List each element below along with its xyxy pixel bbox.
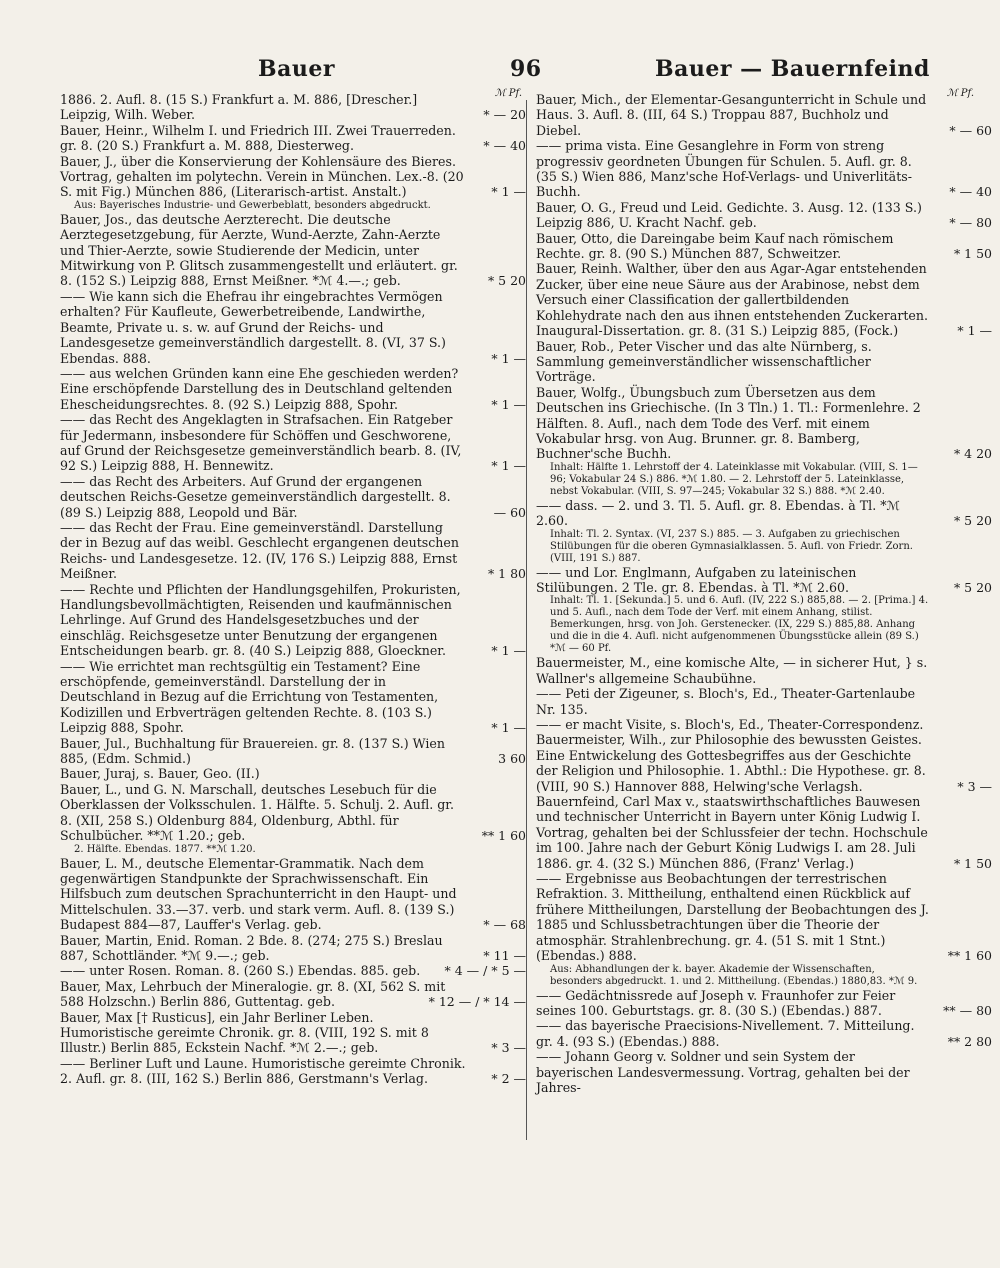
entry-note: Inhalt: Tl. 2. Syntax. (VI, 237 S.) 885. — 3. Aufgaben zu griechischen Stilübungen für die oberen Gymnasialklassen. 5. Aufl. von Friedr. Zorn. (VIII, 191 S.) 887.: [550, 528, 913, 564]
entry-price: * — 40: [483, 138, 526, 154]
entry-price: * 4 — / * 5 —: [444, 963, 526, 979]
catalog-entry: [536, 261, 992, 339]
catalog-entry: [60, 582, 526, 659]
entry-text: —— das Recht des Arbeiters. Auf Grund der ergangenen deutschen Reichs-Gesetze gemeinverständlich dargestellt. 8. (89 S.) Leipzig 888, Leopold und Bär.: [60, 473, 451, 520]
entry-text: Bauer, Martin, Enid. Roman. 2 Bde. 8. (274; 275 S.) Breslau 887, Schottländer. *ℳ 9.—.; geb.: [60, 932, 443, 963]
catalog-entry: [536, 871, 992, 964]
page-header: [0, 56, 1000, 86]
catalog-entry: [536, 339, 940, 385]
entry-price: * 1 —: [491, 643, 526, 659]
catalog-entry: [60, 412, 526, 474]
catalog-entry: [536, 564, 992, 596]
entry-price: * 1 80: [487, 566, 526, 582]
catalog-entry: [536, 497, 992, 529]
entry-text: —— aus welchen Gründen kann eine Ehe geschieden werden? Eine erschöpfende Darstellung des in Deutschland geltenden Ehescheidungsrechtes. 8. (92 S.) Leipzig 888, Spohr.: [60, 365, 459, 412]
entry-text: —— prima vista. Eine Gesanglehre in Form von streng progressiv geordneten Übungen für Schulen. 5. Aufl. gr. 8. (35 S.) Wien 886, Manz'sche Hof-Verlags- und Univerlitäts-Buchh.: [536, 138, 912, 200]
catalog-entry: [60, 933, 526, 964]
entry-price: * — 20: [483, 107, 526, 123]
catalog-entry: [60, 474, 526, 520]
entry-text: —— dass. — 2. und 3. Tl. 5. Aufl. gr. 8. Ebendas. à Tl. *ℳ 2.60.: [536, 497, 900, 529]
catalog-entry: [60, 766, 526, 781]
entry-price: * 1 —: [491, 720, 526, 736]
entry-text: —— Johann Georg v. Soldner und sein System der bayerischen Landesvermessung. Vortrag, gehalten bei der Jahres-: [536, 1049, 910, 1095]
catalog-entry: [60, 736, 526, 767]
entry-text: —— Gedächtnissrede auf Joseph v. Fraunhofer zur Feier seines 100. Geburtstags. gr. 8. (30 S.) (Ebendas.) 887.: [536, 987, 896, 1018]
entry-text: Bauer, Heinr., Wilhelm I. und Friedrich III. Zwei Trauerreden. gr. 8. (20 S.) Frankfurt a. M. 888, Diesterweg.: [60, 122, 456, 154]
entry-price: * 11 —: [483, 947, 526, 963]
catalog-entry: [60, 1056, 526, 1087]
entry-text: Bauer, Otto, die Dareingabe beim Kauf nach römischem Rechte. gr. 8. (90 S.) München 887, Schweitzer.: [536, 230, 894, 262]
catalog-entry: [60, 212, 526, 289]
header-right-title: Bauer — Bauernfeind: [655, 56, 930, 82]
entry-price: * 1 50: [953, 246, 992, 262]
catalog-entry: [536, 794, 992, 871]
entry-note: Aus: Bayerisches Industrie- und Gewerbeblatt, besonders abgedruckt.: [74, 199, 431, 211]
catalog-entry: [60, 1010, 526, 1056]
catalog-entry: [536, 987, 992, 1019]
entry-text: —— Ergebnisse aus Beobachtungen der terrestrischen Refraktion. 3. Mittheilung, enthaltend einen Rückblick auf frühere Mittheilungen, Darstellung der Beobachtungen des J. 1885 und Schlussbetrachtungen über die Theorie der atmosphär. Strahlenbrechung. gr. 4. (51 S. mit 1 Stnt.) (Ebendas.) 888.: [536, 871, 929, 964]
entry-text: Bauer, Wolfg., Übungsbuch zum Übersetzen aus dem Deutschen ins Griechische. (In 3 Tln.) 1. Tl.: Formenlehre. 2 Hälften. 8. Aufl., nach dem Tode des Verf. mit einem Vokabular hrsg. von Aug. Brunner. gr. 8. Bamberg, Buchner'sche Buchh.: [536, 384, 921, 462]
entry-text: —— das Recht der Frau. Eine gemeinverständl. Darstellung der in Bezug auf das weibl. Geschlecht ergangenen deutschen Reichs- und Landesgesetze. 12. (IV, 176 S.) Leipzig 888, Ernst Meißner.: [60, 519, 459, 582]
entry-price: * 3 —: [957, 778, 992, 794]
entry-text: —— und Lor. Englmann, Aufgaben zu lateinischen Stilübungen. 2 Tle. gr. 8. Ebendas. à Tl. *ℳ 2.60.: [536, 564, 857, 595]
entry-price: ** — 80: [943, 1002, 992, 1018]
entry-price: * 1 —: [491, 458, 526, 474]
entry-price: 3 60: [498, 751, 526, 767]
entry-text: —— er macht Visite, s. Bloch's, Ed., Theater-Correspondenz.: [536, 717, 924, 732]
catalog-entry: [536, 717, 940, 732]
catalog-entry: [60, 979, 526, 1010]
entry-price: * 1 50: [953, 855, 992, 871]
entry-price: ** 1 60: [947, 948, 992, 964]
page-number: 96: [510, 56, 542, 82]
catalog-entry: [536, 686, 940, 717]
catalog-entry: [536, 384, 992, 462]
entry-text: —— Berliner Luft und Laune. Humoristische gereimte Chronik. 2. Aufl. gr. 8. (III, 162 S.) Berlin 886, Gerstmann's Verlag.: [60, 1055, 466, 1087]
entry-price: * 1 —: [491, 350, 526, 366]
entry-text: Bauer, Rob., Peter Vischer und das alte Nürnberg, s. Sammlung gemeinverständlicher wissenschaftlicher Vorträge.: [536, 338, 872, 385]
entry-text: —— Peti der Zigeuner, s. Bloch's, Ed., Theater-Gartenlaube Nr. 135.: [536, 686, 916, 717]
catalog-entry: [60, 782, 526, 844]
entry-text: Bauer, Max, Lehrbuch der Mineralogie. gr. 8. (XI, 562 S. mit 588 Holzschn.) Berlin 886, Guttentag. geb.: [60, 978, 446, 1010]
entry-text: Bauermeister, Wilh., zur Philosophie des bewussten Geistes. Eine Entwickelung des Gottesbegriffes aus der Geschichte der Religion und Philosophie. 1. Abthl.: Die Hypothese. gr. 8. (VIII, 90 S.) Hannover 888, Helwing'sche Verlagsh.: [536, 732, 926, 794]
entry-text: Bauer, Jul., Buchhaltung für Brauereien. gr. 8. (137 S.) Wien 885, (Edm. Schmid.): [60, 735, 445, 767]
catalog-entry: [60, 963, 526, 978]
entry-text: —— unter Rosen. Roman. 8. (260 S.) Ebendas. 885. geb.: [60, 963, 421, 979]
entry-note: Aus: Abhandlungen der k. bayer. Akademie der Wissenschaften, besonders abgedruckt. 1. und 2. Mittheilung. (Ebendas.) 1880,83. *ℳ 9.: [550, 963, 918, 987]
entry-text: Bauer, O. G., Freud und Leid. Gedichte. 3. Ausg. 12. (133 S.) Leipzig 886, U. Kracht Nachf. geb.: [536, 199, 922, 231]
catalog-entry: [60, 154, 526, 200]
catalog-entry: [536, 732, 992, 794]
entry-text: Bauer, J., über die Konservierung der Kohlensäure des Bieres. Vortrag, gehalten im polytechn. Verein in München. Lex.-8. (20 S. mit Fig.) München 886, (Literarisch-artist. Anstalt.): [60, 153, 464, 200]
entry-text: Bauermeister, M., eine komische Alte, — in sicherer Hut, } s. Wallner's allgemeine Schaubühne.: [536, 655, 928, 686]
entry-text: —— Wie kann sich die Ehefrau ihr eingebrachtes Vermögen erhalten? Für Kaufleute, Gewerbetreibende, Landwirthe, Beamte, Private u. s. w. auf Grund der Reichs- und Landesgesetze gemeinverständlich dargestellt. 8. (VI, 37 S.) Ebendas. 888.: [60, 288, 446, 366]
entry-text: Bauer, L. M., deutsche Elementar-Grammatik. Nach dem gegenwärtigen Standpunkte der Sprachwissenschaft. Ein Hilfsbuch zum deutschen Sprachunterricht in den Haupt- und Mittelschulen. 33.—37. verb. und stark verm. Aufl. 8. (139 S.) Budapest 884—87, Lauffer's Verlag. geb.: [60, 855, 457, 933]
entry-price: * 5 20: [487, 273, 526, 289]
entry-text: Bauernfeind, Carl Max v., staatswirthschaftliches Bauwesen und technischer Unterricht in Bayern unter König Ludwig I. Vortrag, gehalten bei der Schlussfeier der techn. Hochschule im 100. Jahre nach der Geburt König Ludwigs I. am 28. Juli 1886. gr. 4. (32 S.) München 886, (Franz' Verlag.): [536, 794, 928, 871]
catalog-entry: [60, 520, 526, 582]
entry-text: —— das bayerische Praecisions-Nivellement. 7. Mitteilung. gr. 4. (93 S.) (Ebendas.) 888.: [536, 1018, 915, 1049]
catalog-entry: [536, 655, 940, 686]
catalog-entry: [536, 1018, 992, 1049]
currency-label-left: ℳ Pf.: [494, 88, 522, 99]
entry-text: —— Wie errichtet man rechtsgültig ein Testament? Eine erschöpfende, gemeinverständl. Darstellung der in Deutschland in Bezug auf die Errichtung von Testamenten, Kodizillen und Erbverträgen geltenden Rechte. 8. (103 S.) Leipzig 888, Spohr.: [60, 658, 439, 736]
entry-text: Bauer, Max [† Rusticus], ein Jahr Berliner Leben. Humoristische gereimte Chronik. gr. 8. (VIII, 192 S. mit 8 Illustr.) Berlin 885, Eckstein Nachf. *ℳ 2.—.; geb.: [60, 1009, 429, 1056]
entry-text: —— das Recht des Angeklagten in Strafsachen. Ein Ratgeber für Jedermann, insbesondere für Schöffen und Geschworene, auf Grund der Reichsgesetze gemeinverständlich bearb. 8. (IV, 92 S.) Leipzig 888, H. Bennewitz.: [60, 412, 462, 474]
left-column: [60, 88, 526, 1087]
catalog-entry: [60, 366, 526, 412]
entry-note: 2. Hälfte. Ebendas. 1877. **ℳ 1.20.: [74, 843, 256, 855]
catalog-entry: [536, 138, 992, 200]
entry-price: * 3 —: [491, 1040, 526, 1056]
catalog-entry: [60, 659, 526, 736]
entry-text: Bauer, L., und G. N. Marschall, deutsches Lesebuch für die Oberklassen der Volksschulen. 1. Hälfte. 5. Schulj. 2. Aufl. gr. 8. (XII, 258 S.) Oldenburg 884, Oldenburg, Abthl. für Schulbücher. **ℳ 1.20.; geb.: [60, 781, 454, 844]
entry-price: * 1 —: [491, 184, 526, 200]
entry-text: Bauer, Jos., das deutsche Aerzterecht. Die deutsche Aerztegesetzgebung, für Aerzte, Wund-Aerzte, Zahn-Aerzte und Thier-Aerzte, sowie Studierende der Medicin, unter Mitwirkung von P. Glitsch zusammengestellt und erläutert. gr. 8. (152 S.) Leipzig 888, Ernst Meißner. *ℳ 4.—.; geb.: [60, 211, 458, 289]
header-left-title: Bauer: [258, 56, 335, 82]
entry-price: * 4 20: [953, 446, 992, 462]
catalog-entry: [60, 92, 526, 123]
entry-text: 1886. 2. Aufl. 8. (15 S.) Frankfurt a. M. 886, [Drescher.] Leipzig, Wilh. Weber.: [60, 92, 418, 123]
entry-note: Inhalt: Hälfte 1. Lehrstoff der 4. Lateinklasse mit Vokabular. (VIII, S. 1—96; Vokabular 24 S.) 886. *ℳ 1.80. — 2. Lehrstoff der 5. Lateinklasse, nebst Vokabular. (VIII, S. 97—245; Vokabular 32 S.) 888. *ℳ 2.40.: [550, 461, 918, 497]
entry-price: ** 1 60: [481, 828, 526, 844]
entry-price: * — 80: [949, 215, 992, 231]
entry-text: Bauer, Mich., der Elementar-Gesangunterricht in Schule und Haus. 3. Aufl. 8. (III, 64 S.) Troppau 887, Buchholz und Diebel.: [536, 92, 927, 138]
entry-price: * 1 —: [491, 396, 526, 412]
entry-price: * 5 20: [953, 579, 992, 595]
entry-price: * 2 —: [491, 1071, 526, 1087]
entry-note: Inhalt: Tl. 1. [Sekunda.] 5. und 6. Aufl. (IV, 222 S.) 885,88. — 2. [Prima.] 4. und 5. Aufl., nach dem Tode der Verf. mit einem Anhang, stilist. Bemerkungen, hrsg. von Joh. Gerstenecker. (IX, 229 S.) 885,88. Anhang und die in die 4. Aufl. nicht aufgenommenen Übungsstücke allein (89 S.) *ℳ — 60 Pf.: [550, 595, 929, 655]
entry-text: Bauer, Juraj, s. Bauer, Geo. (II.): [60, 766, 260, 782]
entry-price: — 60: [493, 504, 526, 520]
entry-price: * — 40: [949, 184, 992, 200]
entry-text: —— Rechte und Pflichten der Handlungsgehilfen, Prokuristen, Handlungsbevollmächtigten, Reisenden und kaufmännischen Lehrlinge. Auf Grund des Handelsgesetzbuches und der einschläg. Reichsgesetze unter Benutzung der ergangenen Entscheidungen bearb. gr. 8. (40 S.) Leipzig 888, Gloeckner.: [60, 581, 461, 659]
catalog-entry: [536, 199, 992, 231]
catalog-entry: [60, 856, 526, 933]
entry-price: * 5 20: [953, 513, 992, 529]
entry-price: * 1 —: [957, 323, 992, 339]
entry-price: * — 60: [949, 122, 992, 138]
currency-label-right: ℳ Pf.: [946, 88, 974, 99]
entry-price: * — 68: [483, 917, 526, 933]
entry-price: * 12 — / * 14 —: [428, 994, 526, 1010]
catalog-entry: [60, 123, 526, 154]
entry-text: Bauer, Reinh. Walther, über den aus Agar-Agar entstehenden Zucker, über eine neue Säure aus der Arabinose, nebst dem Versuch einer Classification der gallertbildenden Kohlehydrate nach den aus ihnen entstehenden Zuckerarten. Inaugural-Dissertation. gr. 8. (31 S.) Leipzig 885, (Fock.): [536, 261, 928, 339]
right-column: [536, 88, 992, 1095]
column-divider: [526, 100, 527, 1140]
entry-price: ** 2 80: [947, 1033, 992, 1049]
catalog-entry: [536, 1049, 940, 1095]
catalog-entry: [60, 289, 526, 366]
catalog-entry: [536, 230, 992, 262]
